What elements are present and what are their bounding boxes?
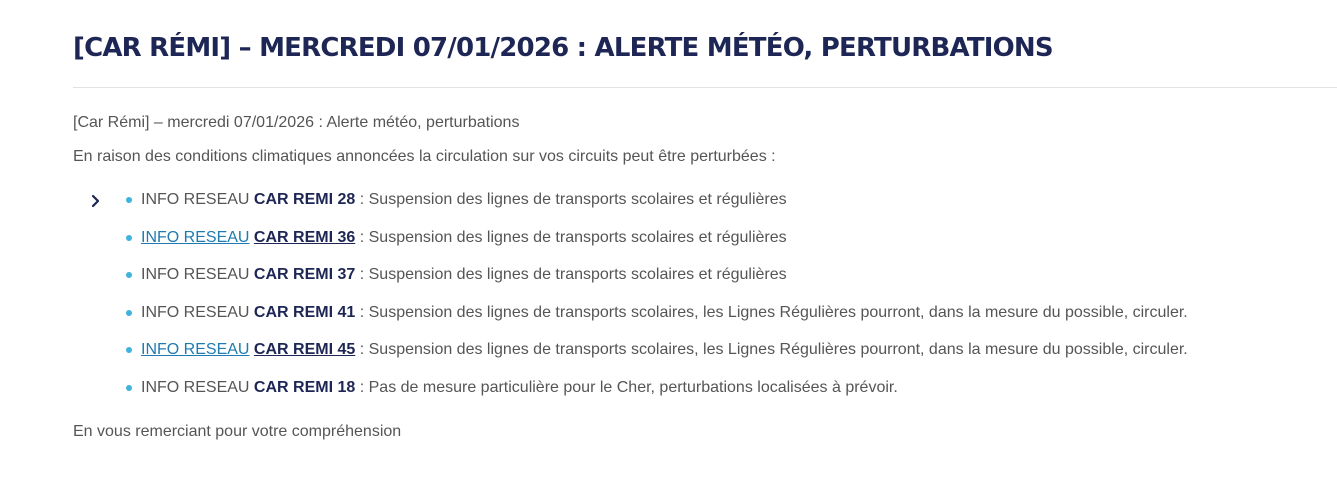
intro-line: [Car Rémi] – mercredi 07/01/2026 : Alerte météo, perturbations [73, 114, 520, 131]
list-item [73, 265, 1337, 303]
page-title: [CAR RÉMI] – MERCREDI 07/01/2026 : ALERTE MÉTÉO, PERTURBATIONS [73, 33, 1053, 63]
bullet-dot-icon [126, 235, 132, 241]
network-code-link[interactable]: CAR REMI 45 [253, 341, 356, 359]
info-label: INFO RESEAU [141, 266, 250, 284]
list-item [73, 378, 1337, 416]
bullet-dot-icon [126, 385, 132, 391]
item-description: : Suspension des lignes de transports scolaires et régulières [355, 266, 787, 284]
title-divider [73, 87, 1337, 88]
info-link[interactable]: INFO RESEAU [141, 228, 250, 246]
list-item-text [141, 265, 787, 285]
bullet-dot-icon [126, 310, 132, 316]
bullet-dot-icon [126, 272, 132, 278]
network-code: CAR REMI 18 [253, 378, 356, 396]
list-item-text [141, 190, 787, 210]
network-code: CAR REMI 37 [253, 266, 356, 284]
closing-text: En vous remerciant pour votre compréhension [73, 423, 402, 440]
info-label: INFO RESEAU [141, 378, 250, 396]
list-item-text [141, 378, 898, 398]
list-item [73, 190, 1337, 228]
info-label: INFO RESEAU [141, 191, 250, 208]
info-list [73, 190, 1337, 416]
list-item [73, 340, 1337, 378]
item-description: : Pas de mesure particulière pour le Cher, perturbations localisées à prévoir. [355, 378, 898, 396]
list-item [73, 228, 1337, 266]
network-code: CAR REMI 41 [253, 303, 356, 321]
network-code-link[interactable]: CAR REMI 36 [253, 228, 356, 246]
network-code: CAR REMI 28 [253, 191, 356, 208]
item-description: : Suspension des lignes de transports scolaires, les Lignes Régulières pourront, dans la mesure du possible, circuler. [355, 341, 1188, 359]
list-item-text [141, 340, 1188, 360]
item-description: : Suspension des lignes de transports scolaires et régulières [355, 191, 787, 208]
intro-text: En raison des conditions climatiques annoncées la circulation sur vos circuits peut être perturbées : [73, 148, 776, 165]
item-description: : Suspension des lignes de transports scolaires et régulières [355, 228, 787, 246]
bullet-dot-icon [126, 197, 132, 203]
list-item-text [141, 303, 1188, 323]
list-item-text [141, 228, 787, 248]
info-label: INFO RESEAU [141, 303, 250, 321]
chevron-right-icon [90, 194, 102, 208]
info-link[interactable]: INFO RESEAU [141, 341, 250, 359]
item-description: : Suspension des lignes de transports scolaires, les Lignes Régulières pourront, dans la mesure du possible, circuler. [355, 303, 1188, 321]
bullet-dot-icon [126, 347, 132, 353]
list-item [73, 303, 1337, 341]
